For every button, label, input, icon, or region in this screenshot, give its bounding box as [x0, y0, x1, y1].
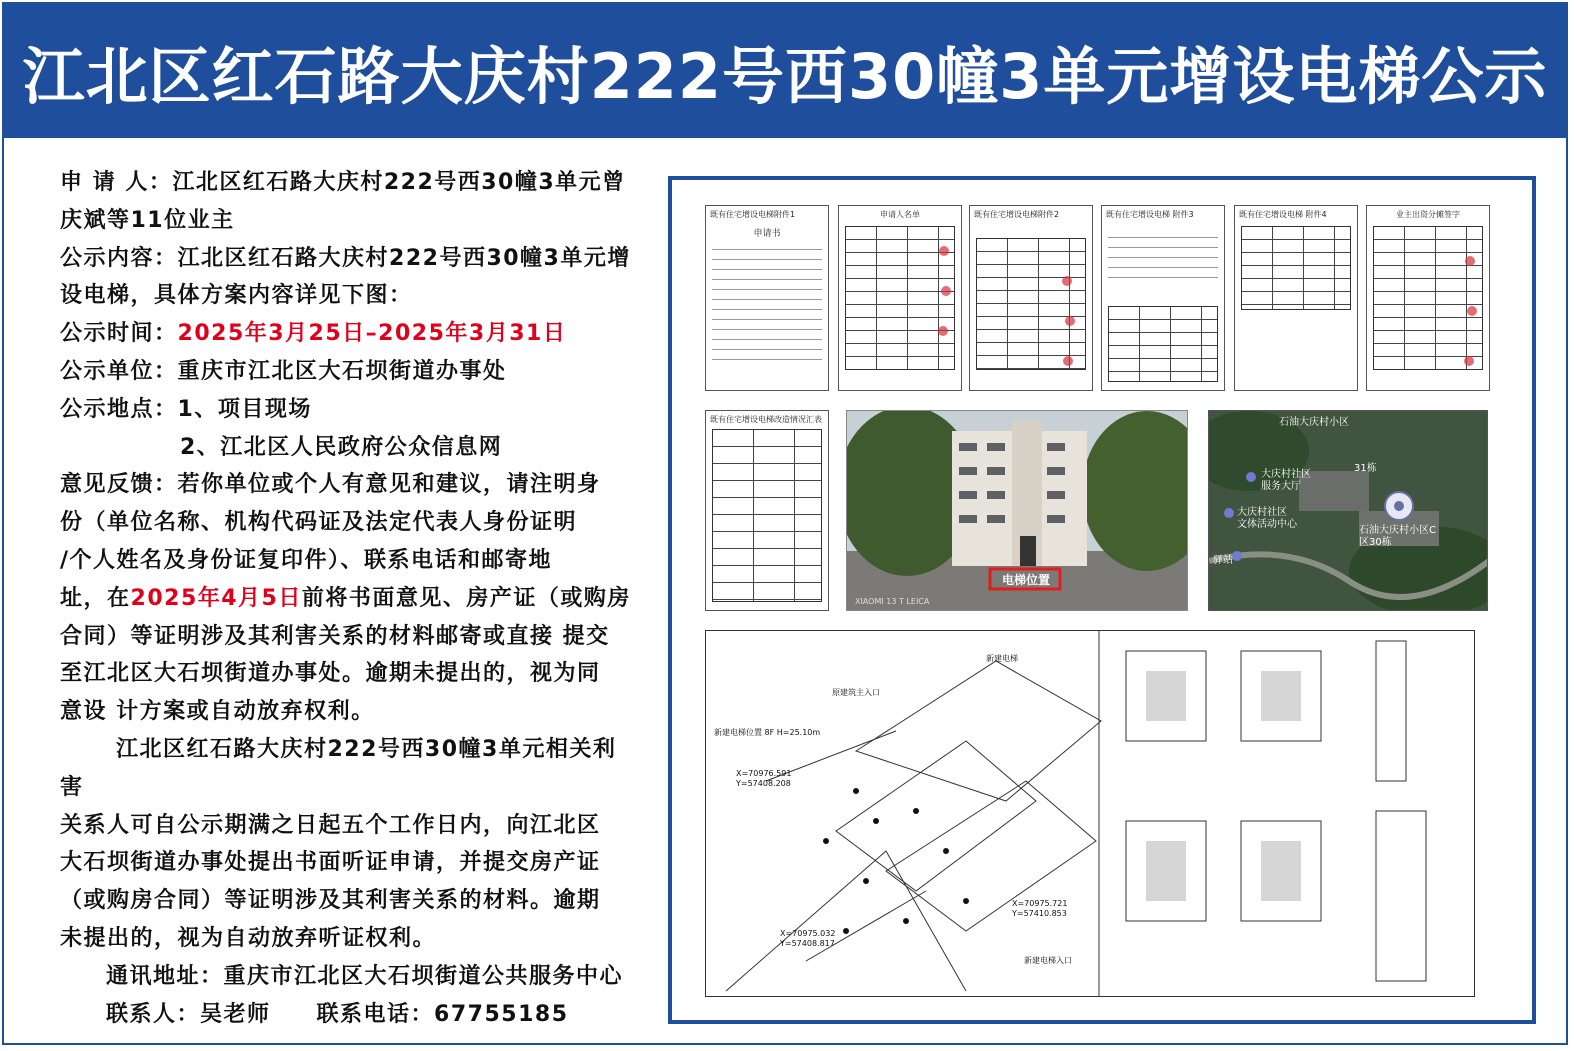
content-label: 公示内容：	[60, 245, 178, 271]
design-drawings	[705, 630, 1475, 997]
plan-label-elevator-position: 新建电梯位置 8F H=25.10m	[714, 728, 821, 737]
feedback-line-6: 至江北区大石坝街道办事处。逾期未提出的，视为同	[60, 661, 601, 687]
content-row-2: 设电梯，具体方案内容详见下图：	[60, 283, 413, 309]
location-map	[1208, 410, 1488, 611]
place-row	[60, 391, 635, 429]
plan-label-elevator-entrance: 新建电梯入口	[1024, 956, 1072, 965]
signature-list-thumbnail	[1366, 205, 1490, 391]
feedback-line-3: /个人姓名及身份证复印件）、联系电话和邮寄地	[60, 547, 553, 573]
cost-share-thumbnail	[1234, 205, 1358, 391]
page-title: 江北区红石路大庆村222号西30幢3单元增设电梯公示	[22, 39, 1548, 113]
application-letter-thumbnail	[705, 205, 829, 391]
notice-text	[60, 164, 635, 1033]
applicant-value: 江北区红石路大庆村222号西30幢3单元曾	[172, 170, 626, 195]
phone-label: 联系电话：	[316, 1001, 435, 1027]
content-row	[60, 240, 635, 278]
hearing-line-4: （或购房合同）等证明涉及其利害关系的材料。逾期	[60, 888, 601, 914]
plan-coord-x2: X=70975.032	[780, 929, 836, 938]
feedback-line-4-pre: 址，在	[60, 585, 131, 611]
place-value-1: 1、项目现场	[177, 396, 312, 422]
place-label: 公示地点：	[60, 396, 178, 422]
feedback-line-4-post: 前将书面意见、房产证（或购房	[301, 585, 631, 611]
address-value: 重庆市江北区大石坝街道公共服务中心	[223, 963, 624, 989]
plan-coord-x1: X=70976.591	[736, 769, 792, 778]
agreement-thumbnail	[1101, 205, 1225, 391]
doc1-heading: 申请书	[753, 229, 781, 239]
doc5-title: 既有住宅增设电梯 附件4	[1239, 210, 1327, 219]
map-label-activity-center: 文体活动中心	[1237, 519, 1297, 530]
address-label: 通讯地址：	[106, 963, 224, 989]
map-label-station: 驿站	[1213, 555, 1233, 566]
doc3-title: 既有住宅增设电梯附件2	[974, 210, 1060, 219]
map-label-service-hall: 服务大厅	[1261, 481, 1301, 492]
title-banner	[4, 4, 1566, 138]
hearing-line-5: 未提出的，视为自动放弃听证权利。	[60, 925, 437, 951]
elevator-position-label: 电梯位置	[1001, 573, 1050, 587]
unit-label: 公示单位：	[60, 358, 178, 384]
plan-coord-y3: Y=57410.853	[1012, 909, 1067, 918]
applicant-row	[60, 164, 635, 202]
address-row	[60, 958, 635, 996]
time-label: 公示时间：	[60, 321, 178, 347]
plan-label-main-entrance: 原建筑主入口	[832, 688, 880, 697]
plan-coord-y2: Y=57408.817	[780, 939, 835, 948]
contact-value: 吴老师	[200, 1001, 271, 1027]
doc4-title: 既有住宅增设电梯 附件3	[1106, 210, 1194, 219]
unit-value: 重庆市江北区大石坝街道办事处	[177, 358, 507, 384]
plan-coord-y1: Y=57408.208	[736, 779, 791, 788]
place-row-2: 2、江北区人民政府公众信息网	[180, 434, 503, 460]
summary-form-thumbnail	[705, 410, 829, 611]
opinion-form-thumbnail	[969, 205, 1093, 391]
hearing-line-2: 关系人可自公示期满之日起五个工作日内，向江北区	[60, 812, 601, 838]
doc6-title: 业主出资分摊签字	[1396, 210, 1460, 219]
map-label-complex: 石油大庆村小区	[1279, 417, 1349, 428]
time-row	[60, 315, 635, 353]
content-value: 江北区红石路大庆村222号西30幢3单元增	[177, 245, 631, 271]
time-value: 2025年3月25日–2025年3月31日	[177, 321, 567, 347]
photo-caption: XIAOMI 13 T LEICA	[855, 597, 930, 606]
map-label-community-2: 大庆村社区	[1237, 507, 1287, 518]
map-label-bldg31: 31栋	[1354, 463, 1377, 474]
feedback-line-1: 意见反馈：若你单位或个人有意见和建议，请注明身	[60, 472, 601, 498]
feedback-deadline: 2025年4月5日	[130, 585, 302, 611]
plan-coord-x3: X=70975.721	[1012, 899, 1068, 908]
contact-row	[60, 996, 635, 1034]
feedback-line-4	[60, 580, 635, 618]
phone-value: 67755185	[434, 1001, 569, 1027]
map-label-community: 大庆村社区	[1261, 469, 1311, 480]
building-photo	[846, 410, 1188, 611]
feedback-line-5: 合同）等证明涉及其利害关系的材料邮寄或直接 提交	[60, 623, 610, 649]
map-label-target-building: 石油大庆村小区C区30栋	[1359, 525, 1436, 548]
feedback-line-2: 份（单位名称、机构代码证及法定代表人身份证明	[60, 510, 578, 536]
hearing-line-3: 大石坝街道办事处提出书面听证申请，并提交房产证	[60, 850, 601, 876]
doc2-title: 申请人名单	[880, 210, 920, 219]
doc1-title: 既有住宅增设电梯附件1	[710, 210, 796, 219]
doc7-title: 既有住宅增设电梯改造情况汇表	[710, 415, 822, 424]
hearing-line-1: 江北区红石路大庆村222号西30幢3单元相关利害	[60, 736, 617, 800]
plan-label-new-elevator: 新建电梯	[986, 654, 1018, 663]
applicant-label: 申 请 人：	[60, 170, 173, 195]
applicant-row-2: 庆斌等11位业主	[60, 207, 235, 233]
unit-row	[60, 353, 635, 391]
applicant-list-thumbnail	[838, 205, 962, 391]
contact-label: 联系人：	[106, 1001, 201, 1027]
feedback-line-7: 意设 计方案或自动放弃权利。	[60, 699, 375, 725]
